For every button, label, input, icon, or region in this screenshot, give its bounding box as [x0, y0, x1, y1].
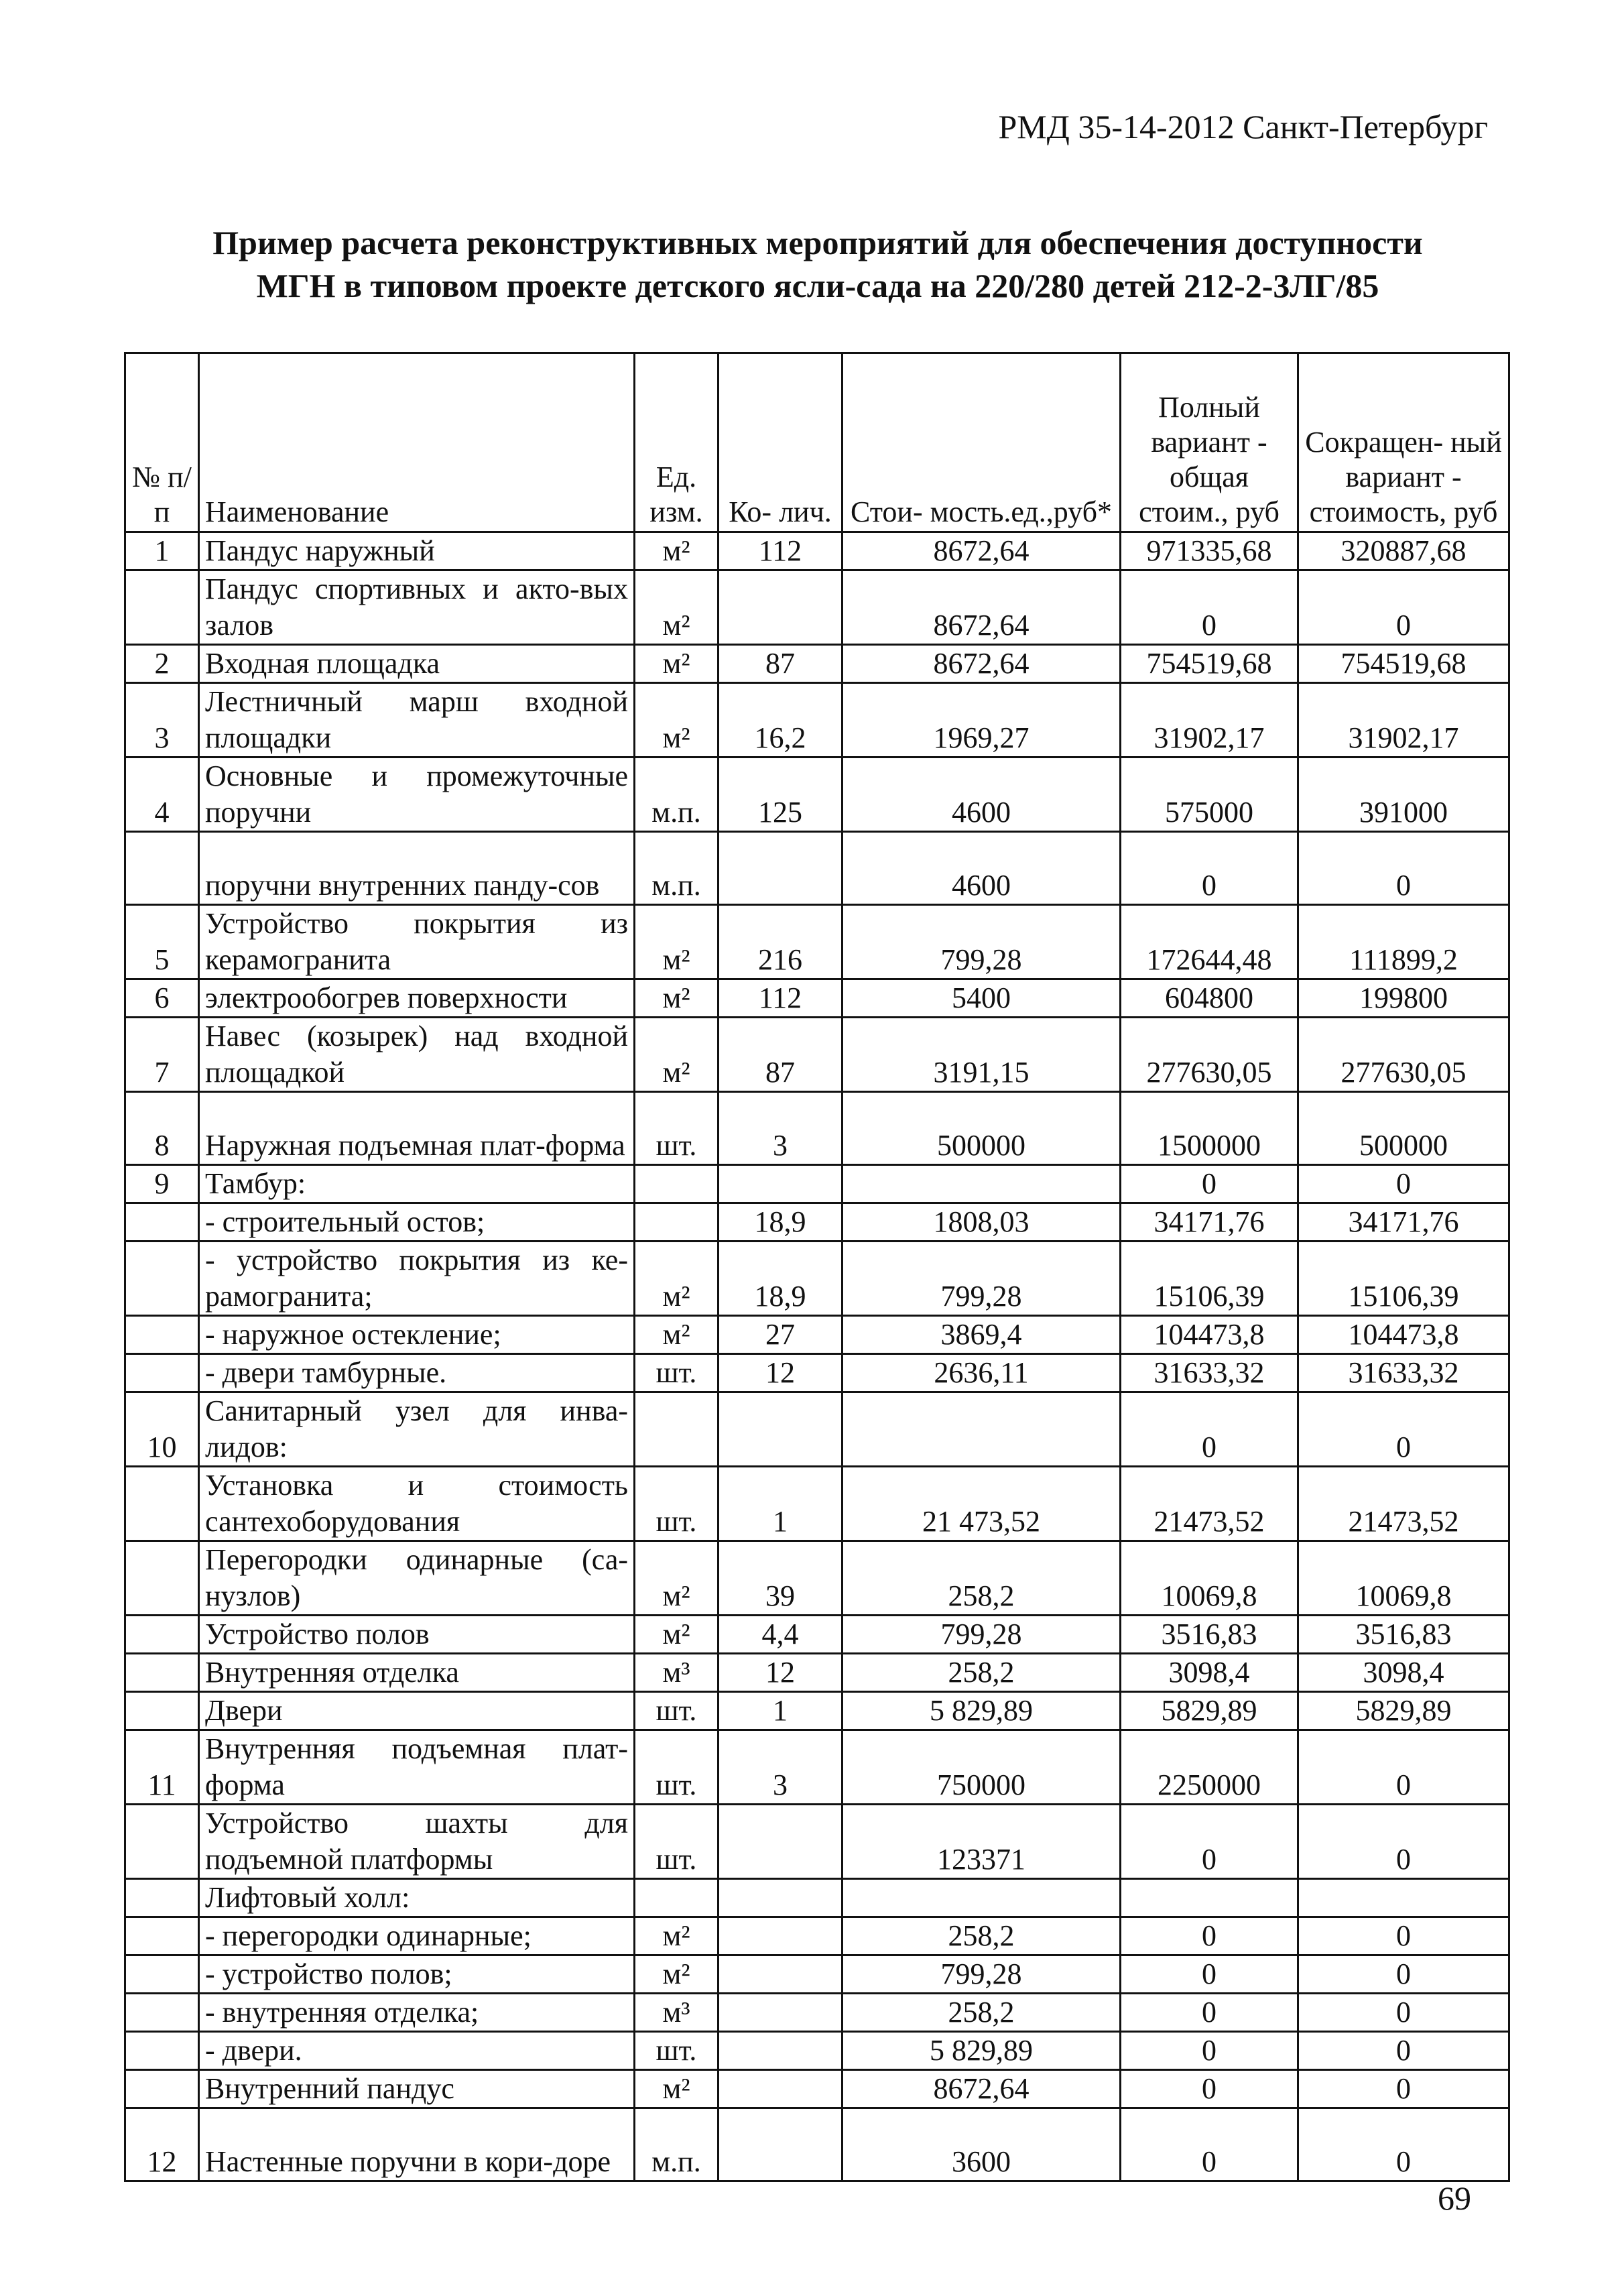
table-row	[125, 1692, 1509, 1730]
cell-short: 0	[1298, 1917, 1509, 1955]
cell-price	[843, 1392, 1121, 1467]
table-row	[125, 758, 1509, 832]
cell-full: 0	[1121, 1805, 1298, 1879]
cell-full: 3516,83	[1121, 1616, 1298, 1654]
cell-num: 9	[125, 1165, 199, 1203]
cell-name: Перегородки одинарные (са-нузлов)	[199, 1541, 635, 1616]
cell-name: Внутренний пандус	[199, 2070, 635, 2108]
cell-short: 0	[1298, 2070, 1509, 2108]
cell-num	[125, 1879, 199, 1917]
cell-short: 0	[1298, 1955, 1509, 1994]
cell-unit: шт.	[635, 1730, 719, 1805]
cell-price: 8672,64	[843, 2070, 1121, 2108]
cell-short: 0	[1298, 570, 1509, 645]
cell-qty	[719, 2032, 843, 2070]
cell-price: 4600	[843, 758, 1121, 832]
table-row	[125, 905, 1509, 979]
table-row	[125, 645, 1509, 683]
cell-full: 754519,68	[1121, 645, 1298, 683]
cell-unit: м³	[635, 1654, 719, 1692]
cell-name: Лифтовый холл:	[199, 1879, 635, 1917]
cell-unit: м²	[635, 1616, 719, 1654]
cell-full: 21473,52	[1121, 1467, 1298, 1541]
cell-num: 1	[125, 532, 199, 570]
cell-name: Наружная подъемная плат-форма	[199, 1092, 635, 1165]
cell-name: Входная площадка	[199, 645, 635, 683]
cell-num	[125, 1616, 199, 1654]
header-unit: Ед. изм.	[635, 353, 719, 532]
cell-name: Установка и стоимость сантехоборудования	[199, 1467, 635, 1541]
cell-unit: м²	[635, 1242, 719, 1316]
cell-name: Лестничный марш входной площадки	[199, 683, 635, 758]
cell-name: Внутренняя подъемная плат-форма	[199, 1730, 635, 1805]
cell-short: 3098,4	[1298, 1654, 1509, 1692]
cell-full: 0	[1121, 1392, 1298, 1467]
cell-qty: 3	[719, 1730, 843, 1805]
cell-num: 3	[125, 683, 199, 758]
cell-short: 34171,76	[1298, 1203, 1509, 1242]
cell-price: 5 829,89	[843, 2032, 1121, 2070]
cell-unit: м³	[635, 1994, 719, 2032]
cell-full: 0	[1121, 2108, 1298, 2181]
cell-num	[125, 1316, 199, 1354]
cell-name: - перегородки одинарные;	[199, 1917, 635, 1955]
table-row	[125, 532, 1509, 570]
cell-unit	[635, 1203, 719, 1242]
table-row	[125, 1730, 1509, 1805]
cell-num	[125, 1805, 199, 1879]
cell-unit: шт.	[635, 2032, 719, 2070]
cell-price: 258,2	[843, 1917, 1121, 1955]
cell-short: 111899,2	[1298, 905, 1509, 979]
cell-name: Пандус спортивных и акто-вых залов	[199, 570, 635, 645]
cell-price: 8672,64	[843, 645, 1121, 683]
cell-name: Санитарный узел для инва-лидов:	[199, 1392, 635, 1467]
cell-num: 10	[125, 1392, 199, 1467]
table-header-row	[125, 353, 1509, 532]
table-row	[125, 1092, 1509, 1165]
cell-short: 0	[1298, 1165, 1509, 1203]
cell-unit: м²	[635, 683, 719, 758]
cell-unit: м²	[635, 645, 719, 683]
cell-qty: 112	[719, 979, 843, 1018]
cell-num	[125, 2032, 199, 2070]
document-reference: РМД 35-14-2012 Санкт-Петербург	[998, 108, 1488, 145]
cell-name: - строительный остов;	[199, 1203, 635, 1242]
cell-name: - двери тамбурные.	[199, 1354, 635, 1392]
table-row	[125, 1467, 1509, 1541]
table-row	[125, 1616, 1509, 1654]
table-row	[125, 683, 1509, 758]
cell-unit: м²	[635, 2070, 719, 2108]
cell-price: 123371	[843, 1805, 1121, 1879]
cell-full: 5829,89	[1121, 1692, 1298, 1730]
cell-full: 0	[1121, 1917, 1298, 1955]
cell-name: Устройство покрытия из керамогранита	[199, 905, 635, 979]
cell-num	[125, 1917, 199, 1955]
cell-qty	[719, 570, 843, 645]
cell-qty: 4,4	[719, 1616, 843, 1654]
cell-full: 34171,76	[1121, 1203, 1298, 1242]
cell-qty: 12	[719, 1354, 843, 1392]
cell-name: Тамбур:	[199, 1165, 635, 1203]
cell-name: Основные и промежуточные поручни	[199, 758, 635, 832]
table-row	[125, 2032, 1509, 2070]
cell-price: 5 829,89	[843, 1692, 1121, 1730]
cell-num	[125, 1467, 199, 1541]
cell-short: 0	[1298, 832, 1509, 905]
cell-qty	[719, 832, 843, 905]
cell-name: Двери	[199, 1692, 635, 1730]
cell-num	[125, 1955, 199, 1994]
cell-full: 10069,8	[1121, 1541, 1298, 1616]
cell-unit: шт.	[635, 1805, 719, 1879]
cell-price: 750000	[843, 1730, 1121, 1805]
cell-qty: 216	[719, 905, 843, 979]
cell-num: 7	[125, 1018, 199, 1092]
cell-name: Навес (козырек) над входной площадкой	[199, 1018, 635, 1092]
cell-name: Пандус наружный	[199, 532, 635, 570]
cell-short: 199800	[1298, 979, 1509, 1018]
table-row	[125, 1242, 1509, 1316]
table-body	[125, 532, 1509, 2181]
cost-table	[124, 352, 1510, 2182]
cell-price: 799,28	[843, 1242, 1121, 1316]
cell-short: 10069,8	[1298, 1541, 1509, 1616]
cell-unit: шт.	[635, 1354, 719, 1392]
cell-num: 2	[125, 645, 199, 683]
cell-full: 1500000	[1121, 1092, 1298, 1165]
header-short: Сокращен- ный вариант - стоимость, руб	[1298, 353, 1509, 532]
table-row	[125, 979, 1509, 1018]
table-row	[125, 1879, 1509, 1917]
cell-num	[125, 570, 199, 645]
cell-num	[125, 1994, 199, 2032]
cell-name: - наружное остекление;	[199, 1316, 635, 1354]
cell-short: 31902,17	[1298, 683, 1509, 758]
cell-num	[125, 832, 199, 905]
table-row	[125, 1654, 1509, 1692]
cell-qty: 87	[719, 1018, 843, 1092]
cell-price: 4600	[843, 832, 1121, 905]
table-row	[125, 1805, 1509, 1879]
table-row	[125, 832, 1509, 905]
table-row	[125, 1203, 1509, 1242]
cell-short: 15106,39	[1298, 1242, 1509, 1316]
cell-price: 1808,03	[843, 1203, 1121, 1242]
cell-unit: м²	[635, 1955, 719, 1994]
cell-unit	[635, 1392, 719, 1467]
cell-name: - устройство полов;	[199, 1955, 635, 1994]
cell-qty: 16,2	[719, 683, 843, 758]
cell-short: 391000	[1298, 758, 1509, 832]
cell-price: 3600	[843, 2108, 1121, 2181]
cell-full: 0	[1121, 1165, 1298, 1203]
cell-unit: м²	[635, 532, 719, 570]
cell-name: поручни внутренних панду-сов	[199, 832, 635, 905]
cell-qty: 1	[719, 1692, 843, 1730]
cell-qty	[719, 1917, 843, 1955]
cell-unit: м²	[635, 1541, 719, 1616]
table-row	[125, 1018, 1509, 1092]
table-row	[125, 1354, 1509, 1392]
cell-unit: м²	[635, 1917, 719, 1955]
cell-short: 0	[1298, 2108, 1509, 2181]
title-line-2: МГН в типовом проекте детского ясли-сада на 220/280 детей 212-2-3ЛГ/85	[256, 267, 1379, 304]
cell-num	[125, 1654, 199, 1692]
cell-name: Устройство шахты для подъемной платформы	[199, 1805, 635, 1879]
cell-price: 2636,11	[843, 1354, 1121, 1392]
cell-short: 104473,8	[1298, 1316, 1509, 1354]
cell-price	[843, 1165, 1121, 1203]
cell-full: 3098,4	[1121, 1654, 1298, 1692]
cell-short: 0	[1298, 2032, 1509, 2070]
cell-qty	[719, 1955, 843, 1994]
cell-full: 575000	[1121, 758, 1298, 832]
cell-unit: шт.	[635, 1467, 719, 1541]
cell-price: 258,2	[843, 1541, 1121, 1616]
cell-unit: м²	[635, 979, 719, 1018]
cell-qty: 39	[719, 1541, 843, 1616]
cell-num	[125, 1541, 199, 1616]
cell-short: 277630,05	[1298, 1018, 1509, 1092]
cell-short: 0	[1298, 1994, 1509, 2032]
cell-full: 172644,48	[1121, 905, 1298, 979]
cell-short: 0	[1298, 1392, 1509, 1467]
table-row	[125, 2070, 1509, 2108]
cell-price: 8672,64	[843, 532, 1121, 570]
cell-num: 5	[125, 905, 199, 979]
cell-name: Устройство полов	[199, 1616, 635, 1654]
table-row	[125, 1316, 1509, 1354]
cell-full: 104473,8	[1121, 1316, 1298, 1354]
cell-unit: м.п.	[635, 2108, 719, 2181]
cell-unit	[635, 1879, 719, 1917]
cell-short: 3516,83	[1298, 1616, 1509, 1654]
cell-qty	[719, 1165, 843, 1203]
cell-num	[125, 1242, 199, 1316]
cell-full: 604800	[1121, 979, 1298, 1018]
cell-price: 1969,27	[843, 683, 1121, 758]
cell-qty: 18,9	[719, 1203, 843, 1242]
cell-price: 8672,64	[843, 570, 1121, 645]
cell-price: 799,28	[843, 1616, 1121, 1654]
cell-price: 500000	[843, 1092, 1121, 1165]
cell-qty: 3	[719, 1092, 843, 1165]
title-line-1: Пример расчета реконструктивных мероприятий для обеспечения доступности	[212, 224, 1423, 261]
cell-price: 258,2	[843, 1994, 1121, 2032]
cell-full: 0	[1121, 570, 1298, 645]
cell-qty: 27	[719, 1316, 843, 1354]
cell-full: 2250000	[1121, 1730, 1298, 1805]
table-row	[125, 1541, 1509, 1616]
header-num: № п/п	[125, 353, 199, 532]
page-number: 69	[1438, 2179, 1471, 2217]
cell-unit: м²	[635, 570, 719, 645]
cell-unit: м.п.	[635, 758, 719, 832]
cell-price: 3869,4	[843, 1316, 1121, 1354]
cell-price: 21 473,52	[843, 1467, 1121, 1541]
cell-full: 0	[1121, 1994, 1298, 2032]
cell-qty	[719, 1994, 843, 2032]
cell-price	[843, 1879, 1121, 1917]
header-name: Наименование	[199, 353, 635, 532]
cell-price: 5400	[843, 979, 1121, 1018]
cell-qty	[719, 2108, 843, 2181]
cell-unit: шт.	[635, 1092, 719, 1165]
cell-short: 21473,52	[1298, 1467, 1509, 1541]
cell-unit	[635, 1165, 719, 1203]
cell-unit: м²	[635, 905, 719, 979]
cell-full: 31902,17	[1121, 683, 1298, 758]
cell-qty: 125	[719, 758, 843, 832]
cell-num: 12	[125, 2108, 199, 2181]
cell-unit: шт.	[635, 1692, 719, 1730]
cell-full: 971335,68	[1121, 532, 1298, 570]
cell-name: Настенные поручни в кори-доре	[199, 2108, 635, 2181]
table-row	[125, 2108, 1509, 2181]
cell-price: 258,2	[843, 1654, 1121, 1692]
cell-qty: 1	[719, 1467, 843, 1541]
cell-short: 0	[1298, 1730, 1509, 1805]
cell-qty	[719, 1392, 843, 1467]
table-row	[125, 1994, 1509, 2032]
cell-num	[125, 1203, 199, 1242]
cell-full: 277630,05	[1121, 1018, 1298, 1092]
header-qty: Ко- лич.	[719, 353, 843, 532]
cell-unit: м²	[635, 1018, 719, 1092]
cell-short: 754519,68	[1298, 645, 1509, 683]
cell-price: 799,28	[843, 1955, 1121, 1994]
cell-num: 11	[125, 1730, 199, 1805]
cell-num	[125, 1692, 199, 1730]
cell-name: электрообогрев поверхности	[199, 979, 635, 1018]
cell-num: 4	[125, 758, 199, 832]
table-row	[125, 1917, 1509, 1955]
cell-qty: 18,9	[719, 1242, 843, 1316]
table-row	[125, 1165, 1509, 1203]
cell-qty	[719, 1805, 843, 1879]
cell-num	[125, 2070, 199, 2108]
cell-short	[1298, 1879, 1509, 1917]
cell-qty	[719, 2070, 843, 2108]
table-row	[125, 1392, 1509, 1467]
page-title	[121, 221, 1515, 307]
header-full: Полный вариант - общая стоим., руб	[1121, 353, 1298, 532]
cell-full: 0	[1121, 832, 1298, 905]
cell-short: 500000	[1298, 1092, 1509, 1165]
cell-unit: м.п.	[635, 832, 719, 905]
cell-price: 3191,15	[843, 1018, 1121, 1092]
cell-name: - устройство покрытия из ке-рамогранита;	[199, 1242, 635, 1316]
cell-qty: 12	[719, 1654, 843, 1692]
cell-num: 6	[125, 979, 199, 1018]
cell-qty: 112	[719, 532, 843, 570]
cell-short: 320887,68	[1298, 532, 1509, 570]
cell-qty	[719, 1879, 843, 1917]
table-row	[125, 570, 1509, 645]
cell-name: Внутренняя отделка	[199, 1654, 635, 1692]
cell-full: 31633,32	[1121, 1354, 1298, 1392]
cell-short: 31633,32	[1298, 1354, 1509, 1392]
cell-full: 15106,39	[1121, 1242, 1298, 1316]
cell-full: 0	[1121, 1955, 1298, 1994]
cell-num	[125, 1354, 199, 1392]
cell-full: 0	[1121, 2032, 1298, 2070]
cell-qty: 87	[719, 645, 843, 683]
cell-name: - двери.	[199, 2032, 635, 2070]
cell-full	[1121, 1879, 1298, 1917]
cell-short: 0	[1298, 1805, 1509, 1879]
cell-unit: м²	[635, 1316, 719, 1354]
cell-full: 0	[1121, 2070, 1298, 2108]
cell-name: - внутренняя отделка;	[199, 1994, 635, 2032]
cell-price: 799,28	[843, 905, 1121, 979]
table-row	[125, 1955, 1509, 1994]
cell-short: 5829,89	[1298, 1692, 1509, 1730]
header-price: Стои- мость.ед.,руб*	[843, 353, 1121, 532]
cell-num: 8	[125, 1092, 199, 1165]
